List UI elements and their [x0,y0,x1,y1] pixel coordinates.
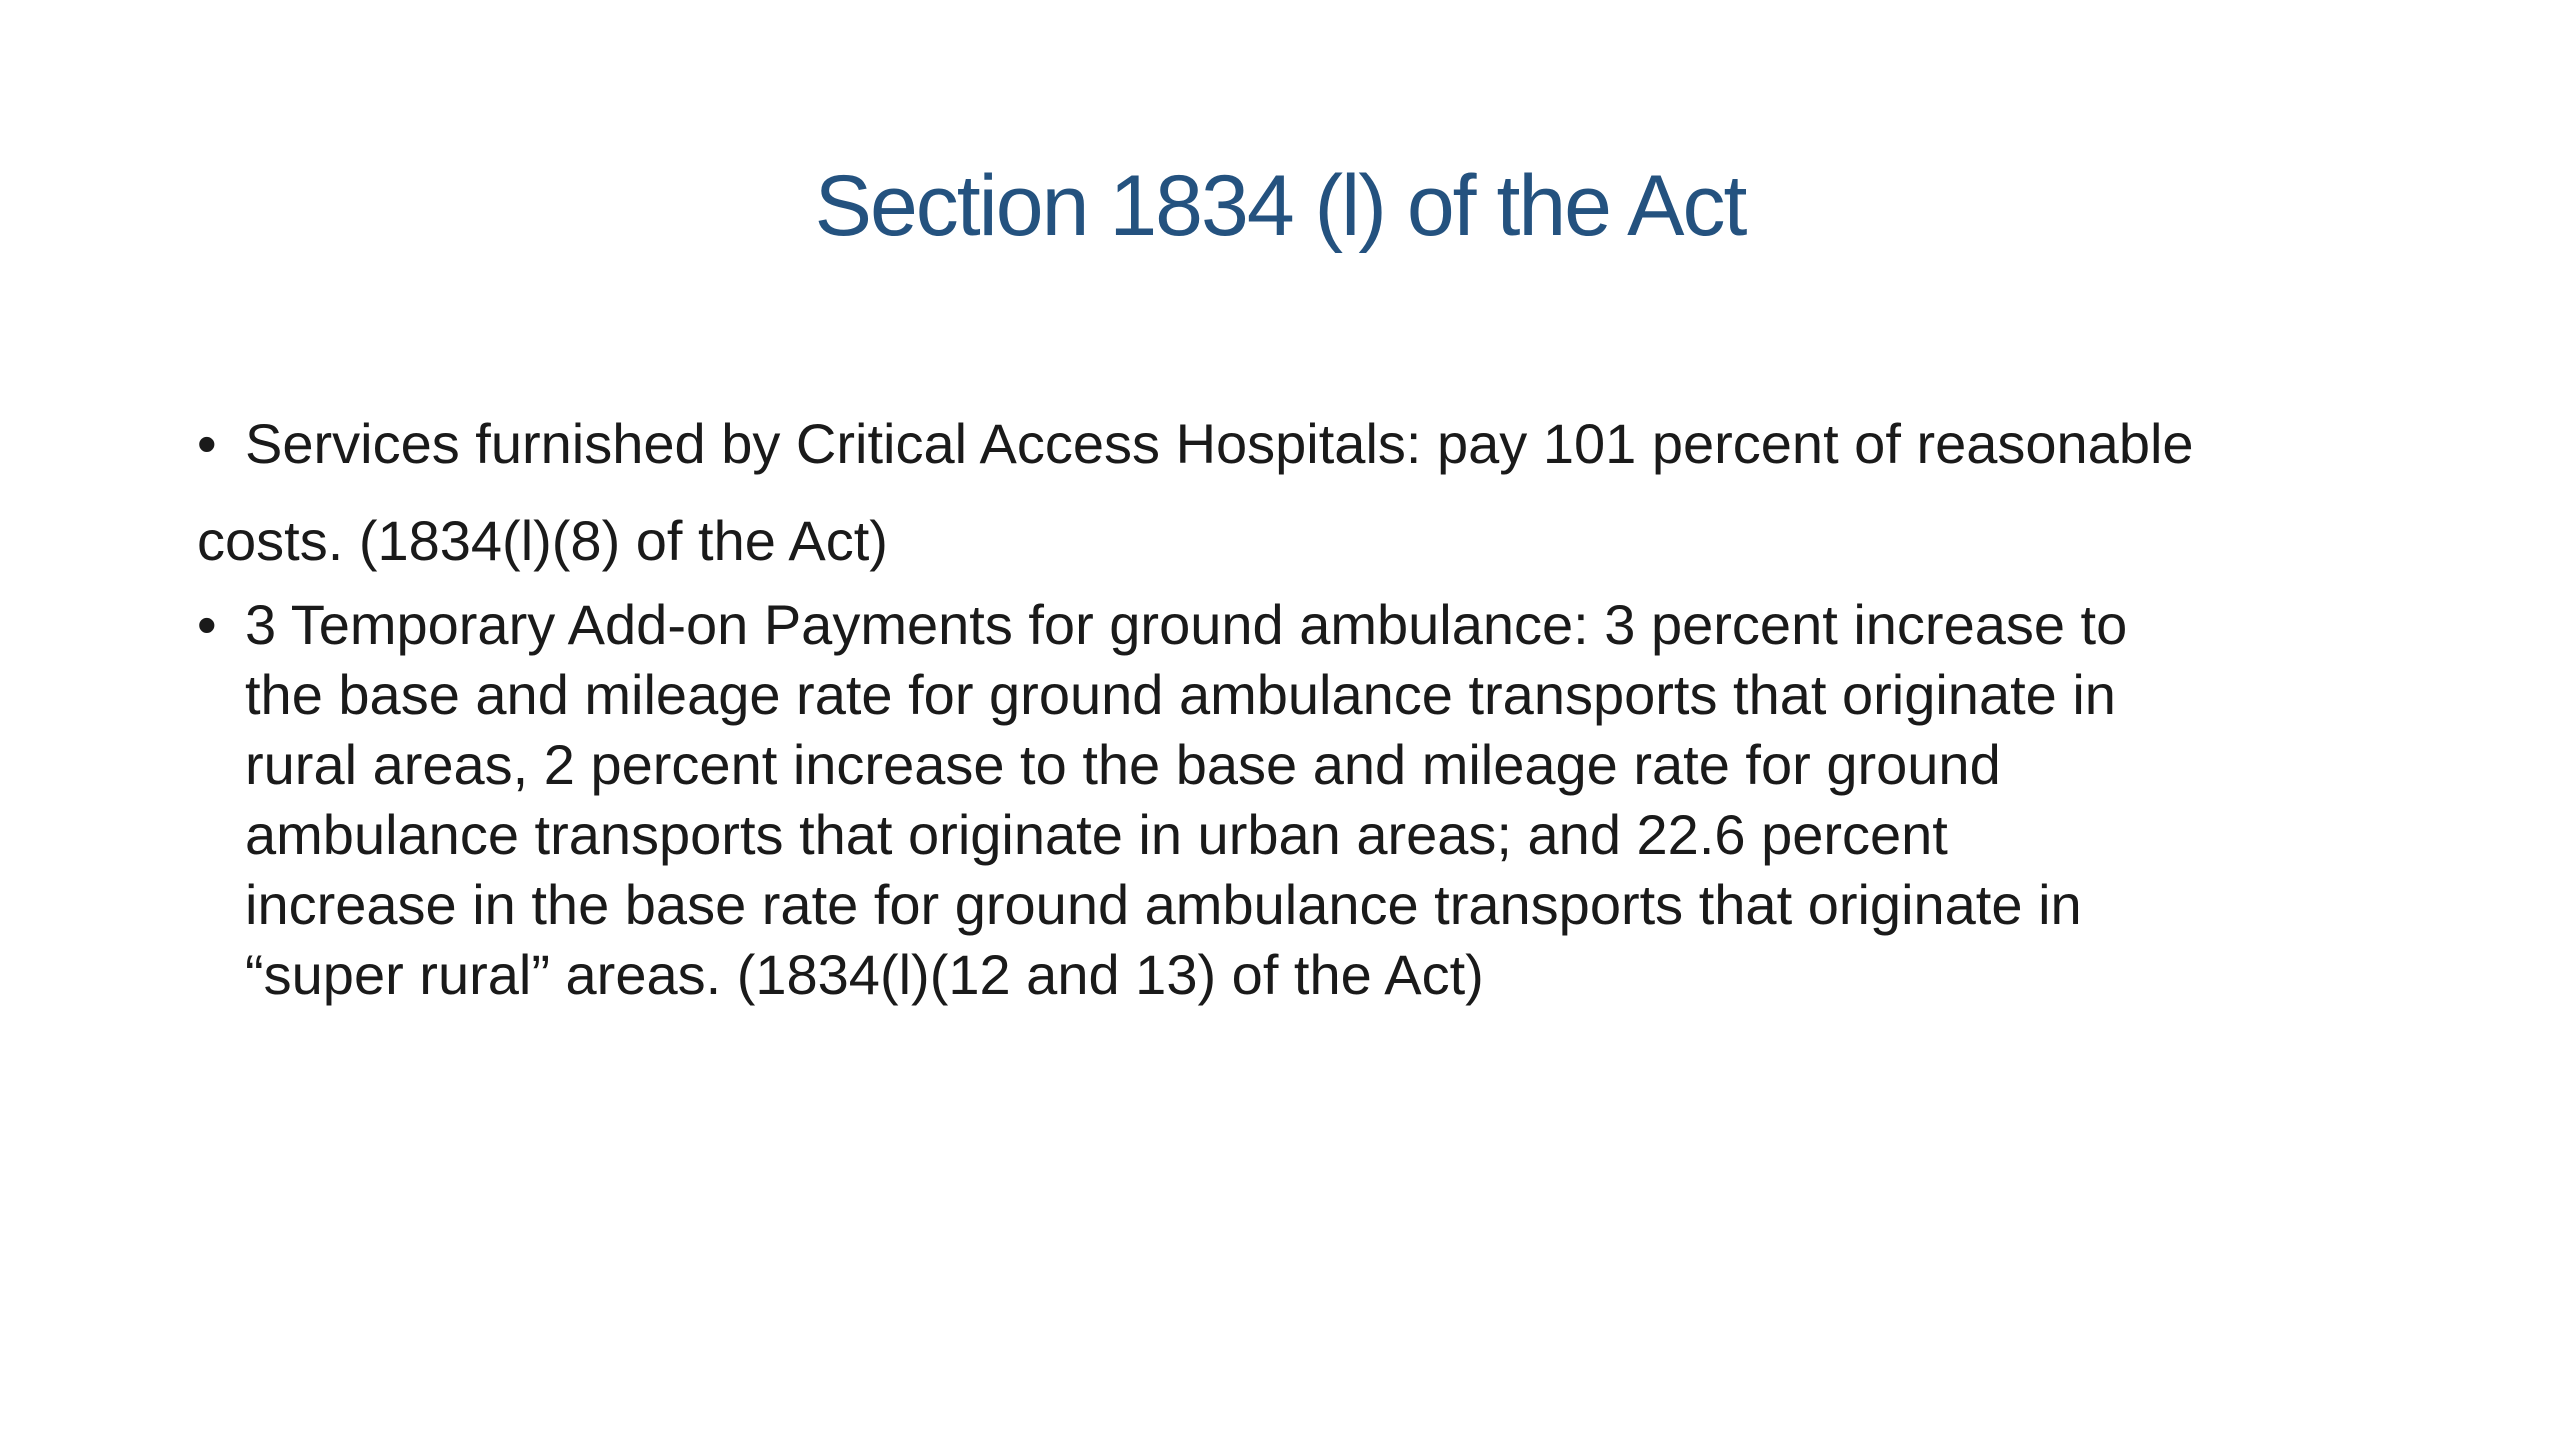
bullet-text-line: increase in the base rate for ground ambulance transports that originate in [245,873,2082,936]
bullet-text-line: 3 Temporary Add-on Payments for ground ambulance: 3 percent increase to [245,593,2128,656]
bullet-text-line: “super rural” areas. (1834(l)(12 and 13) of the Act) [245,943,1484,1006]
bullet-marker: • [197,412,217,475]
bullet-item-cah [197,395,2397,589]
bullet-row [197,395,2397,589]
bullet-marker: • [197,593,217,656]
slide-title: Section 1834 (l) of the Act [814,158,1746,254]
bullet-text-line: Services furnished by Critical Access Hospitals: pay 101 percent of reasonable [245,412,2194,475]
bullet-text-line: ambulance transports that originate in urban areas; and 22.6 percent [245,803,1948,866]
bullet-item-ambulance [197,590,2397,1010]
bullet-text-line: rural areas, 2 percent increase to the base and mileage rate for ground [245,733,2001,796]
bullet-text-line: the base and mileage rate for ground ambulance transports that originate in [245,663,2116,726]
bullet-row [197,590,2397,1010]
bullet-text-line: costs. (1834(l)(8) of the Act) [197,509,888,572]
